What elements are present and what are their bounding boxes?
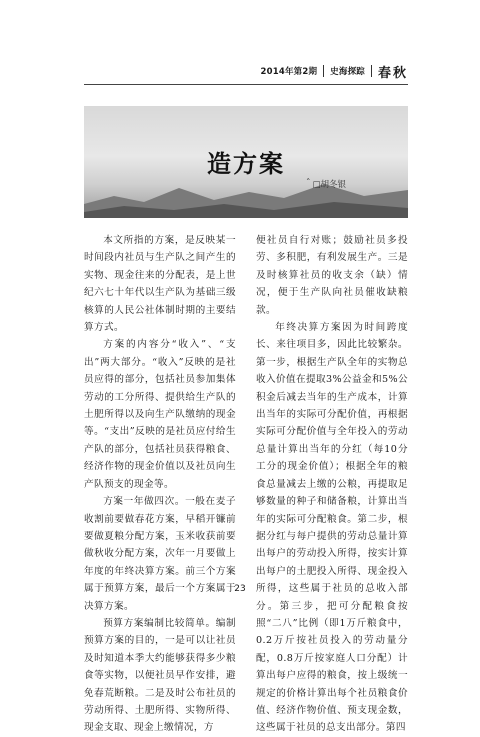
issue-label: 2014年第2期 <box>260 67 318 77</box>
paragraph: 年终决算方案因为时间跨度长、来往项目多，因此比较繁杂。第一步，根据生产队全年的实物总收入价值在提取3%公益金和5%公积金后减去当年的生产成本，计算出当年的实际可分配价值，再根据实际可分配价值与全年投入的劳动总量计算出当年的分红（每10分工分的现金价值）；根据全年的粮食总量减去上缴的公粮，再提取足够数量的种子和储备粮，计算出当年的实际可分配粮食。第二步，根据分红与每户提供的劳动总量计算出每户的劳动投入所得，按实计算出每户的土肥投入所得、现金投入所得，这些属于社员的总收入部分。第三步，把可分配粮食按照“二八”比例（即1万斤粮食中，0.2万斤按社员投入的劳动量分配，0.8万斤按家庭人口分配）计算出每户应得的粮食，按上级统一规定的价格计算出每个社员粮食价值、经济作物价值、预支现金数，这些属于社员的总支出部分。第四 <box>256 322 408 734</box>
header-divider <box>323 65 324 77</box>
column-logo: 春秋 <box>377 65 408 81</box>
journal-section-label: 史海探踪 <box>330 67 365 77</box>
body-column-right <box>256 232 408 737</box>
paragraph: 预算方案编制比较简单。编制预算方案的目的，一是可以让社员及时知道本季大约能够获得多少粮食等实物，以便社员早作安排，避免春荒断粮。二是及时公布社员的劳动所得、土肥所得、实物所得、现金支取、现金上缴情况，方 <box>84 617 236 734</box>
author-name: □胡冬银 <box>312 180 347 190</box>
paragraph: 方案一年做四次。一般在麦子收割前要做春花方案，早稻开镰前要做夏粮分配方案，玉米收获前要做秋收分配方案，次年一月要做上年度的年终决算方案。前三个方案属于预算方案，最后一个方案属于决算方案。 <box>84 496 236 612</box>
page-number: 23 <box>234 584 246 594</box>
mountain-silhouette <box>84 174 408 218</box>
paragraph: 方案的内容分“收入”、“支出”两大部分。“收入”反映的是社员应得的部分，包括社员参加集体劳动的工分所得、提供给生产队的土肥所得以及向生产队缴纳的现金等。“支出”反映的是社员应付给生产队的部分，包括社员获得粮食、经济作物的现金价值以及社员向生产队预支的现金等。 <box>84 339 236 490</box>
author-byline <box>306 178 346 190</box>
paragraph: 便社员自行对账；鼓励社员多投劳、多积肥，有利发展生产。三是及时核算社员的收支余（缺）情况，便于生产队向社员催收缺粮款。 <box>256 235 408 316</box>
body-column-left <box>84 232 236 737</box>
paragraph: 本文所指的方案，是反映某一时间段内社员与生产队之间产生的实物、现金往来的分配表，是上世纪六七十年代以生产队为基础三级核算的人民公社体制时期的主要结算方式。 <box>84 235 236 334</box>
journal-header <box>84 60 408 82</box>
caret-icon: ˆ <box>306 179 311 189</box>
article-title: 造方案 <box>207 149 285 178</box>
title-banner <box>84 106 408 218</box>
header-divider <box>371 65 372 77</box>
header-rule <box>84 84 408 85</box>
